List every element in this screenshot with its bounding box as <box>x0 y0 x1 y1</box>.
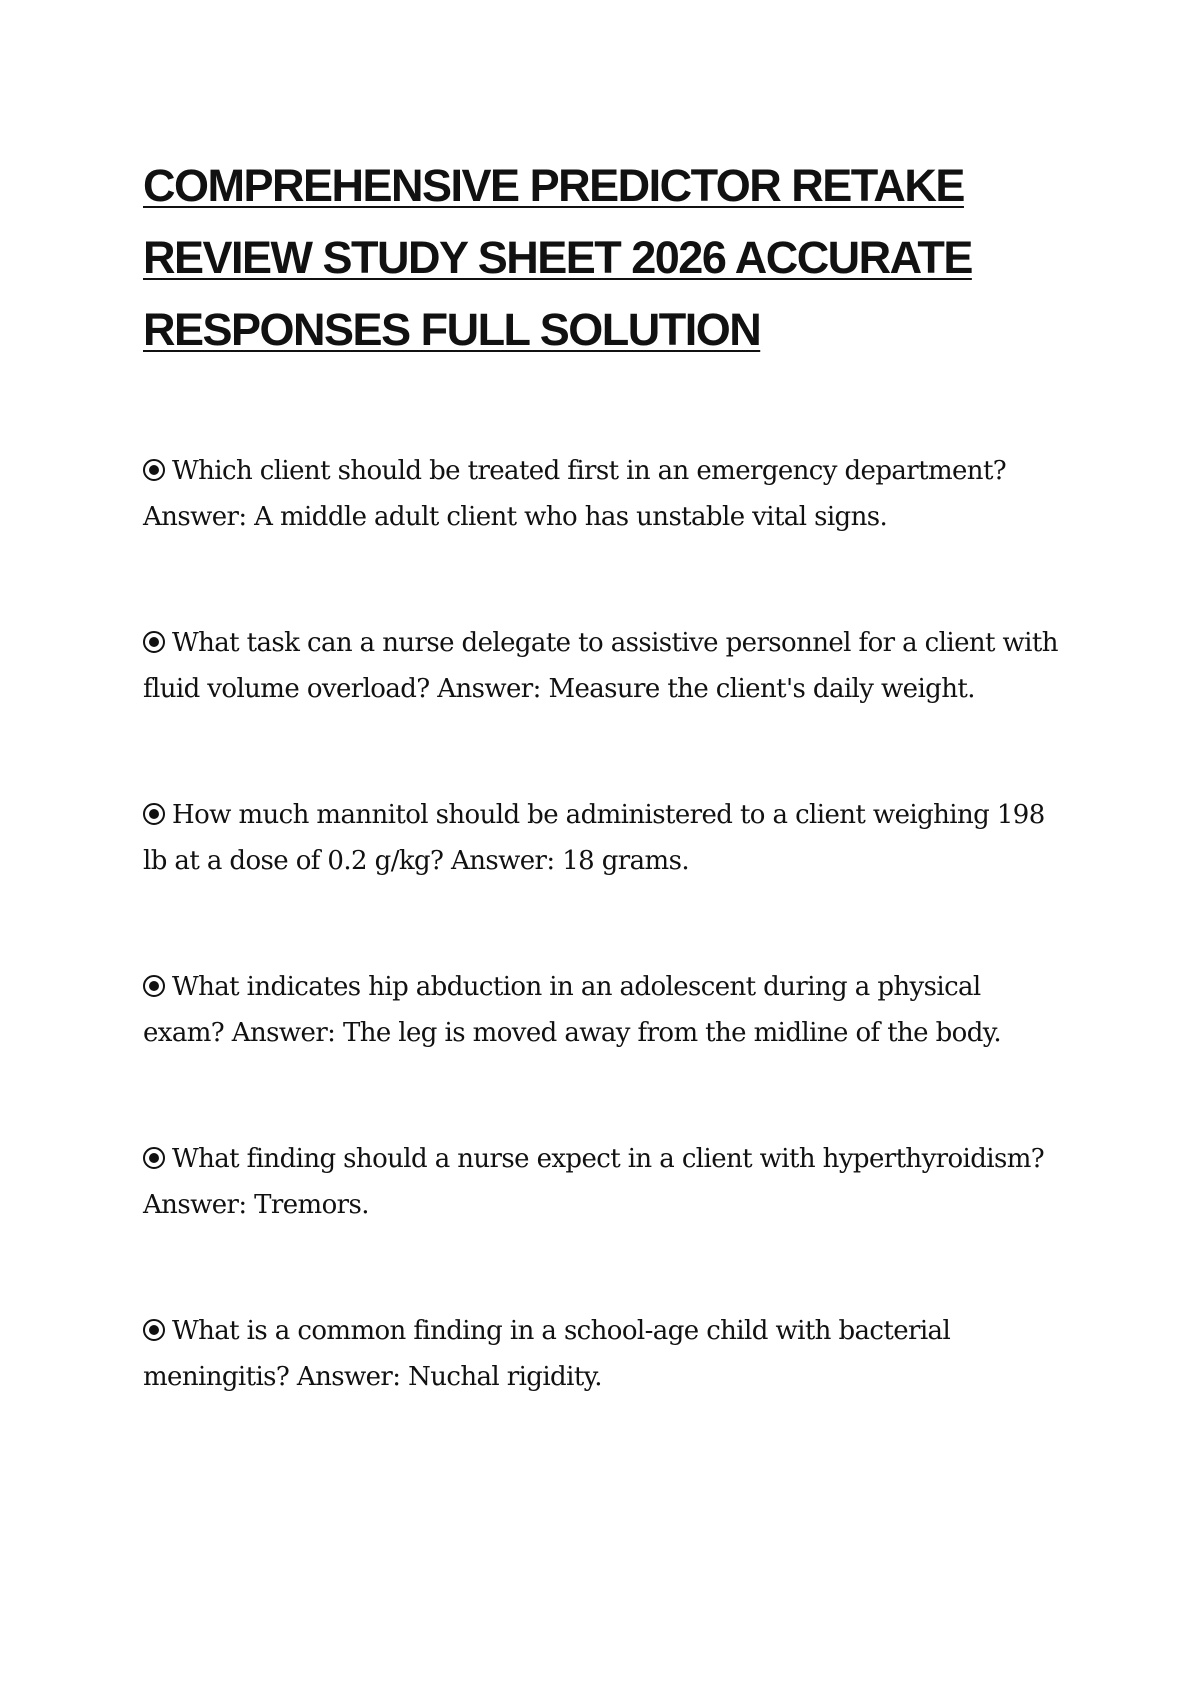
qa-item <box>143 964 1068 1056</box>
qa-list <box>143 448 1068 1400</box>
qa-item <box>143 1136 1068 1228</box>
radio-bullet-icon <box>143 1319 165 1341</box>
qa-text: How much mannitol should be administered to a client weighing 198 lb at a dose of 0.2 g/kg? Answer: 18 grams. <box>143 800 1045 876</box>
qa-text: What finding should a nurse expect in a client with hyperthyroidism? Answer: Tremors. <box>143 1144 1045 1220</box>
radio-bullet-icon <box>143 975 165 997</box>
qa-item <box>143 792 1068 884</box>
document-page <box>143 150 1068 1480</box>
radio-bullet-icon <box>143 459 165 481</box>
qa-text: What indicates hip abduction in an adolescent during a physical exam? Answer: The leg is moved away from the midline of the body. <box>143 972 1002 1048</box>
qa-item <box>143 620 1068 712</box>
radio-bullet-icon <box>143 803 165 825</box>
radio-bullet-icon <box>143 1147 165 1169</box>
document-title: COMPREHENSIVE PREDICTOR RETAKE REVIEW STUDY SHEET 2026 ACCURATE RESPONSES FULL SOLUTION <box>143 160 972 355</box>
qa-text: What task can a nurse delegate to assistive personnel for a client with fluid volume overload? Answer: Measure the client's daily weight. <box>143 628 1058 704</box>
qa-item <box>143 1308 1068 1400</box>
qa-text: Which client should be treated first in an emergency department? Answer: A middle adult client who has unstable vital signs. <box>143 456 1007 532</box>
qa-text: What is a common finding in a school-age child with bacterial meningitis? Answer: Nuchal rigidity. <box>143 1316 951 1392</box>
qa-item <box>143 448 1068 540</box>
radio-bullet-icon <box>143 631 165 653</box>
